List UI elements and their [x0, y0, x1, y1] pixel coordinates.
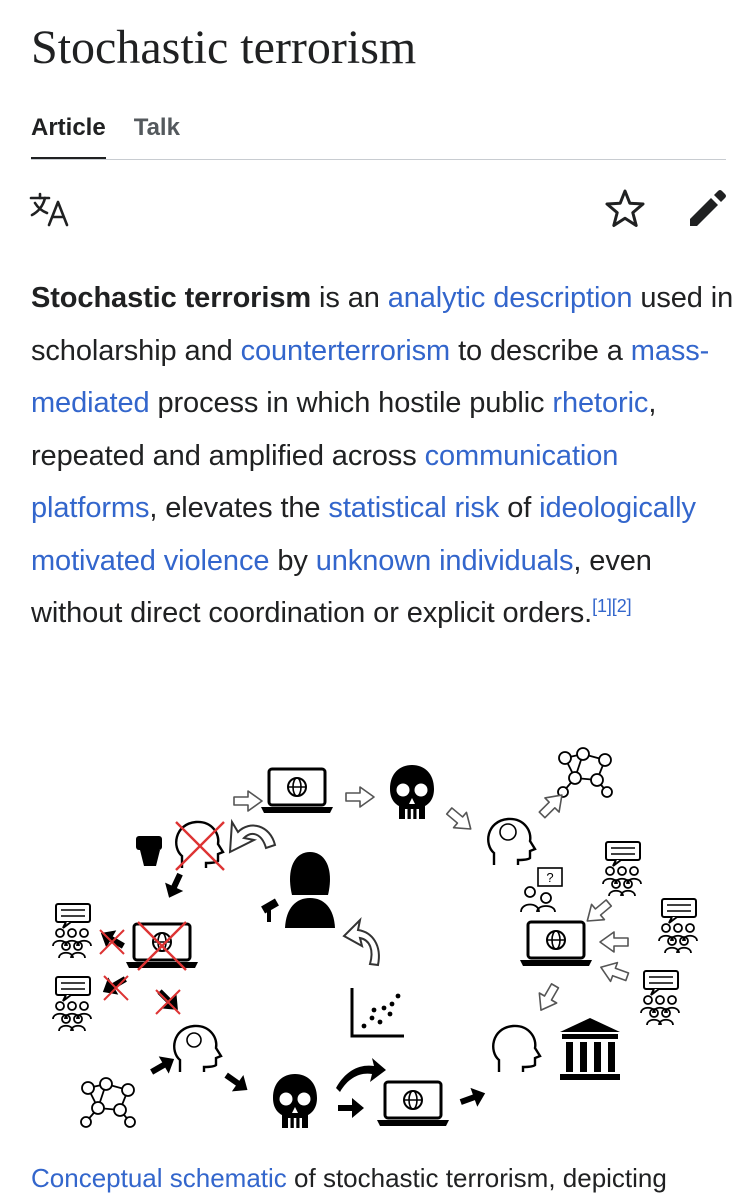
- link-conceptual-schematic[interactable]: Conceptual schematic: [31, 1163, 287, 1193]
- network-people-icon: [81, 1078, 135, 1127]
- laptop-globe-icon: [261, 769, 333, 813]
- skull-icon: [390, 765, 434, 819]
- tab-talk[interactable]: Talk: [133, 114, 180, 141]
- arrow-icon: [338, 1098, 364, 1118]
- audience-speech-icon: [53, 904, 91, 958]
- laptop-globe-icon: [520, 922, 592, 966]
- lead-text: to describe a: [450, 334, 631, 367]
- arrow-icon: [443, 803, 477, 836]
- citation-2[interactable]: [2]: [611, 596, 632, 616]
- arrow-icon: [147, 1050, 180, 1080]
- lead-text: of: [499, 492, 540, 524]
- arrow-icon: [597, 958, 630, 986]
- page-tabs: [31, 108, 208, 160]
- courthouse-icon: [560, 1018, 620, 1080]
- arrow-icon: [220, 1067, 253, 1098]
- skull-icon: [273, 1074, 317, 1128]
- speaking-head-icon: [493, 1026, 540, 1072]
- arrow-icon: [600, 932, 628, 952]
- caption-text: of stochastic terrorism, depicting: [286, 1163, 667, 1193]
- network-people-icon: [558, 748, 612, 797]
- judge-gavel-icon: [261, 852, 335, 928]
- page-title: Stochastic terrorism: [31, 21, 417, 74]
- tab-article[interactable]: Article: [31, 108, 106, 160]
- arrow-icon: [344, 920, 379, 965]
- laptop-globe-icon: [377, 1082, 449, 1126]
- star-icon[interactable]: [604, 188, 646, 230]
- arrow-icon: [581, 895, 615, 928]
- arrow-icon: [457, 1084, 488, 1112]
- lead-text: , elevates the: [149, 492, 329, 524]
- arrow-icon: [234, 791, 262, 811]
- language-icon[interactable]: [29, 192, 71, 228]
- svg-text:?: ?: [546, 870, 554, 885]
- citations: [592, 596, 631, 616]
- lead-text: , even without direct coordination or explicit orders.: [31, 544, 652, 629]
- scatter-chart-icon: [352, 988, 404, 1036]
- figure-caption: [31, 1156, 667, 1200]
- audience-speech-icon: [659, 899, 697, 953]
- link-counterterrorism[interactable]: counterterrorism: [240, 334, 451, 367]
- link-ideologically-motivated-violence[interactable]: ideologically motivated violence: [31, 492, 696, 577]
- lead-text: by: [269, 544, 316, 577]
- edit-pencil-icon[interactable]: [686, 188, 728, 230]
- link-analytic-description[interactable]: analytic description: [387, 282, 633, 314]
- question-person-icon: [521, 868, 562, 912]
- lead-text: is an: [311, 282, 388, 314]
- lead-text: , repeated and amplified across: [31, 387, 657, 472]
- link-mass-mediated[interactable]: mass-mediated: [31, 334, 710, 419]
- head-idea-icon: [488, 819, 535, 865]
- link-statistical-risk[interactable]: statistical risk: [328, 492, 500, 524]
- arrow-icon: [230, 822, 275, 852]
- lead-text: used in scholarship and: [31, 282, 734, 367]
- head-idea-icon: [174, 1026, 221, 1072]
- arrow-icon: [532, 981, 563, 1015]
- lead-paragraph: [31, 272, 741, 640]
- lead-term: Stochastic terrorism: [31, 282, 312, 314]
- arrow-icon: [336, 1058, 386, 1092]
- arrow-icon: [160, 870, 189, 902]
- arrow-icon: [346, 787, 374, 807]
- citation-1[interactable]: [1]: [592, 596, 612, 616]
- tabs-divider: [31, 159, 726, 160]
- audience-speech-icon: [53, 977, 91, 1031]
- audience-speech-icon: [641, 971, 679, 1025]
- link-rhetoric[interactable]: rhetoric: [552, 387, 649, 419]
- raised-fist-icon: [136, 836, 162, 866]
- audience-speech-icon: [603, 842, 641, 896]
- lead-text: process in which hostile public: [149, 387, 553, 419]
- link-communication-platforms[interactable]: communication platforms: [31, 439, 619, 524]
- link-unknown-individuals[interactable]: unknown individuals: [315, 544, 574, 577]
- arrow-icon: [96, 924, 129, 954]
- schematic-figure[interactable]: [30, 728, 730, 1148]
